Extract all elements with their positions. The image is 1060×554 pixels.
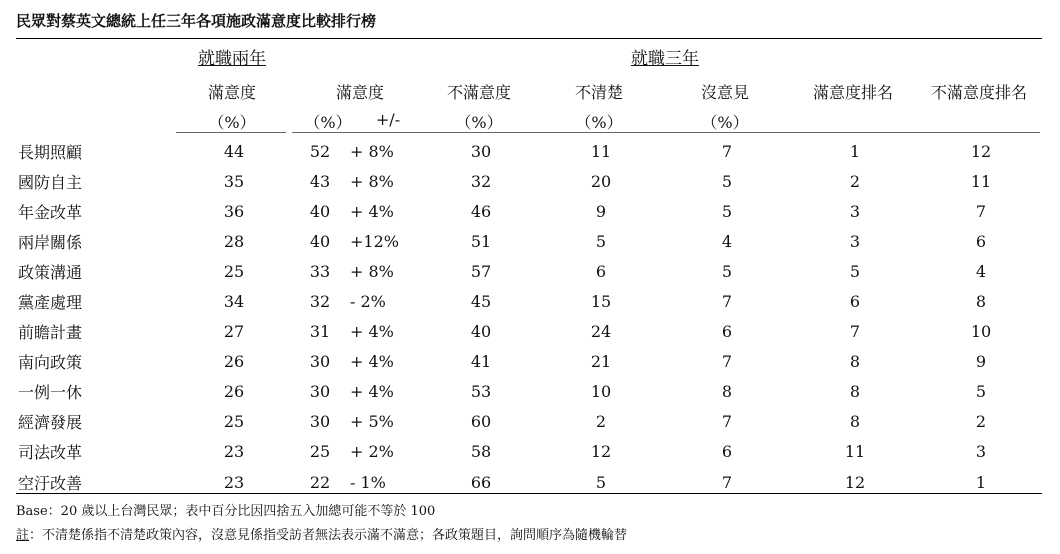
satisfaction-three-years-cell: 22 (309, 472, 331, 492)
unclear-cell: 5 (595, 231, 607, 251)
unclear-cell: 11 (590, 141, 612, 161)
table-row (16, 226, 1046, 256)
dissatisfaction-rank-cell: 6 (975, 231, 987, 251)
change-cell: + 8% (350, 171, 394, 191)
satisfaction-two-years-cell: 34 (223, 292, 245, 312)
change-cell: - 1% (350, 472, 386, 492)
change-cell: + 2% (350, 442, 394, 462)
no-opinion-cell: 7 (721, 141, 733, 161)
satisfaction-two-years-cell: 25 (223, 261, 245, 281)
dissatisfaction-cell: 53 (470, 382, 492, 402)
policy-item-name: 一例一休 (18, 383, 83, 403)
dissatisfaction-cell: 46 (470, 201, 492, 221)
unclear-cell: 10 (590, 382, 612, 402)
change-cell: + 8% (350, 261, 394, 281)
change-cell: +12% (350, 231, 399, 251)
unit-unclear: （%） (575, 113, 623, 132)
unit-satisfaction-two-years: （%） (208, 113, 256, 132)
table-row (16, 317, 1046, 347)
satisfaction-two-years-cell: 44 (223, 141, 245, 161)
dissatisfaction-rank-cell: 12 (970, 141, 992, 161)
dissatisfaction-cell: 58 (470, 442, 492, 462)
change-cell: + 4% (350, 382, 394, 402)
unit-no-opinion: （%） (701, 113, 749, 132)
footnote-note (16, 524, 627, 543)
change-cell: + 4% (350, 201, 394, 221)
satisfaction-three-years-cell: 33 (309, 261, 331, 281)
unit-dissatisfaction: （%） (455, 113, 503, 132)
top-rule (16, 38, 1042, 39)
dissatisfaction-cell: 30 (470, 141, 492, 161)
spacer (138, 166, 178, 196)
satisfaction-rank-cell: 7 (849, 322, 861, 342)
spacer (138, 196, 178, 226)
unclear-cell: 5 (595, 472, 607, 492)
satisfaction-two-years-cell: 27 (223, 322, 245, 342)
satisfaction-three-years-cell: 52 (309, 141, 331, 161)
header-satisfaction-two-years: 滿意度 (207, 83, 256, 102)
policy-item-name: 南向政策 (18, 353, 83, 373)
table-row (16, 166, 1046, 196)
header-satisfaction-three-years: 滿意度 (335, 83, 384, 102)
dissatisfaction-cell: 41 (470, 352, 492, 372)
policy-item-name: 兩岸關係 (18, 232, 83, 252)
table-row (16, 377, 1046, 407)
satisfaction-three-years-cell: 30 (309, 382, 331, 402)
no-opinion-cell: 5 (721, 201, 733, 221)
policy-item-name: 長期照顧 (18, 142, 83, 162)
policy-item-name: 國防自主 (18, 172, 83, 192)
no-opinion-cell: 6 (721, 442, 733, 462)
no-opinion-cell: 7 (721, 412, 733, 432)
table-row (16, 286, 1046, 316)
satisfaction-rank-cell: 11 (844, 442, 866, 462)
bottom-rule (16, 493, 1042, 494)
dissatisfaction-cell: 40 (470, 322, 492, 342)
table-row (16, 196, 1046, 226)
no-opinion-cell: 7 (721, 292, 733, 312)
unclear-cell: 24 (590, 322, 612, 342)
no-opinion-cell: 7 (721, 472, 733, 492)
spacer (138, 407, 178, 437)
policy-item-name: 空汙改善 (18, 473, 83, 493)
unclear-cell: 15 (590, 292, 612, 312)
dissatisfaction-rank-cell: 11 (970, 171, 992, 191)
table-row (16, 256, 1046, 286)
spacer (138, 136, 178, 166)
table-row (16, 347, 1046, 377)
no-opinion-cell: 5 (721, 261, 733, 281)
satisfaction-table (16, 136, 1046, 497)
no-opinion-cell: 8 (721, 382, 733, 402)
spacer (138, 256, 178, 286)
satisfaction-three-years-cell: 30 (309, 352, 331, 372)
dissatisfaction-rank-cell: 4 (975, 261, 987, 281)
satisfaction-three-years-cell: 40 (309, 231, 331, 251)
table-title: 民眾對蔡英文總統上任三年各項施政滿意度比較排行榜 (16, 12, 377, 30)
satisfaction-rank-cell: 8 (849, 382, 861, 402)
satisfaction-two-years-cell: 23 (223, 442, 245, 462)
dissatisfaction-cell: 57 (470, 261, 492, 281)
header-dissatisfaction-rank: 不滿意度排名 (930, 83, 1027, 102)
dissatisfaction-rank-cell: 3 (975, 442, 987, 462)
satisfaction-two-years-cell: 28 (223, 231, 245, 251)
spacer (138, 347, 178, 377)
policy-item-name: 經濟發展 (18, 413, 83, 433)
satisfaction-two-years-cell: 25 (223, 412, 245, 432)
dissatisfaction-cell: 32 (470, 171, 492, 191)
no-opinion-cell: 7 (721, 352, 733, 372)
satisfaction-rank-cell: 8 (849, 352, 861, 372)
unclear-cell: 6 (595, 261, 607, 281)
policy-item-name: 政策溝通 (18, 262, 83, 282)
satisfaction-two-years-cell: 26 (223, 382, 245, 402)
dissatisfaction-cell: 66 (470, 472, 492, 492)
header-no-opinion: 沒意見 (700, 83, 749, 102)
change-cell: + 4% (350, 352, 394, 372)
spacer (138, 317, 178, 347)
spacer (138, 226, 178, 256)
unclear-cell: 9 (595, 201, 607, 221)
table-row (16, 407, 1046, 437)
header-unclear: 不清楚 (574, 83, 623, 102)
satisfaction-rank-cell: 12 (844, 472, 866, 492)
satisfaction-three-years-cell: 30 (309, 412, 331, 432)
satisfaction-two-years-cell: 26 (223, 352, 245, 372)
change-cell: - 2% (350, 292, 386, 312)
unit-change: +/- (375, 110, 401, 129)
dissatisfaction-cell: 45 (470, 292, 492, 312)
satisfaction-three-years-cell: 43 (309, 171, 331, 191)
unclear-cell: 21 (590, 352, 612, 372)
no-opinion-cell: 4 (721, 231, 733, 251)
satisfaction-rank-cell: 8 (849, 412, 861, 432)
satisfaction-two-years-cell: 36 (223, 201, 245, 221)
dissatisfaction-rank-cell: 2 (975, 412, 987, 432)
satisfaction-rank-cell: 2 (849, 171, 861, 191)
satisfaction-rank-cell: 3 (849, 201, 861, 221)
policy-item-name: 司法改革 (18, 443, 83, 463)
table-row (16, 437, 1046, 467)
dissatisfaction-cell: 60 (470, 412, 492, 432)
unclear-cell: 12 (590, 442, 612, 462)
unit-satisfaction-three-years: （%） (304, 113, 352, 132)
satisfaction-rank-cell: 5 (849, 261, 861, 281)
group-header-two-years: 就職兩年 (198, 49, 266, 69)
change-cell: + 8% (350, 141, 394, 161)
spacer (138, 286, 178, 316)
unclear-cell: 2 (595, 412, 607, 432)
dissatisfaction-rank-cell: 10 (970, 322, 992, 342)
change-cell: + 5% (350, 412, 394, 432)
footnote-base: Base：20 歲以上台灣民眾；表中百分比因四捨五入加總可能不等於 100 (16, 504, 436, 519)
satisfaction-three-years-cell: 32 (309, 292, 331, 312)
header-satisfaction-rank: 滿意度排名 (812, 83, 893, 102)
dissatisfaction-rank-cell: 8 (975, 292, 987, 312)
change-cell: + 4% (350, 322, 394, 342)
satisfaction-two-years-cell: 35 (223, 171, 245, 191)
header-dissatisfaction: 不滿意度 (446, 83, 511, 102)
footnote-note-text: ：不清楚係指不清楚政策內容，沒意見係指受訪者無法表示滿不滿意；各政策題目，詢問順序為隨機輪替 (29, 528, 628, 543)
satisfaction-three-years-cell: 31 (309, 322, 331, 342)
spacer (138, 377, 178, 407)
satisfaction-rank-cell: 6 (849, 292, 861, 312)
footnote-note-label: 註 (16, 528, 30, 543)
table-row (16, 136, 1046, 166)
spacer (138, 437, 178, 467)
dissatisfaction-rank-cell: 7 (975, 201, 987, 221)
policy-item-name: 年金改革 (18, 202, 83, 222)
policy-item-name: 黨產處理 (18, 293, 83, 313)
satisfaction-three-years-cell: 25 (309, 442, 331, 462)
dissatisfaction-cell: 51 (470, 231, 492, 251)
satisfaction-three-years-cell: 40 (309, 201, 331, 221)
no-opinion-cell: 5 (721, 171, 733, 191)
dissatisfaction-rank-cell: 9 (975, 352, 987, 372)
unclear-cell: 20 (590, 171, 612, 191)
satisfaction-rank-cell: 1 (849, 141, 861, 161)
group-header-three-years: 就職三年 (631, 49, 699, 69)
dissatisfaction-rank-cell: 5 (975, 382, 987, 402)
policy-item-name: 前瞻計畫 (18, 323, 83, 343)
no-opinion-cell: 6 (721, 322, 733, 342)
satisfaction-two-years-cell: 23 (223, 472, 245, 492)
satisfaction-rank-cell: 3 (849, 231, 861, 251)
dissatisfaction-rank-cell: 1 (975, 472, 987, 492)
